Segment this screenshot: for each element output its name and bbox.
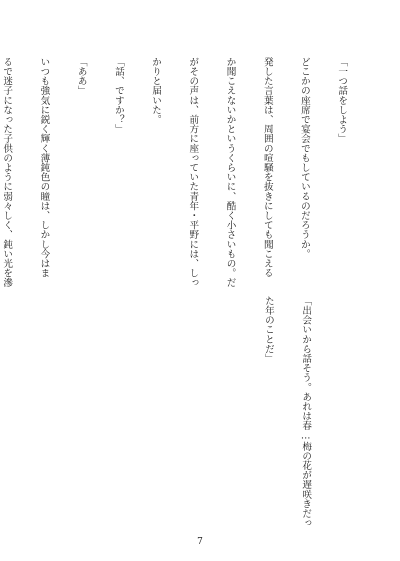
text-line: 発した言葉は、周囲の喧騒を抜きにしても聞こえる <box>261 57 273 278</box>
text-line: た年のことだ」 <box>262 296 274 364</box>
page-number: 7 <box>197 537 203 547</box>
continuation-text-block <box>237 296 336 528</box>
text-line: 「ああ」 <box>75 57 87 96</box>
text-line: かりと届いた。 <box>150 57 162 125</box>
text-line: 「出会いから話そう。あれは春…梅の花が遅咲きだっ <box>300 296 312 528</box>
text-line: 「一つ話をしよう」 <box>336 57 348 144</box>
text-line: いつも強気に鋭く輝く薄鈍色の瞳は、しかし今はま <box>38 57 50 278</box>
text-line: 「話、ですか？」 <box>112 57 124 134</box>
text-line: るで迷子になった子供のように弱々しく、鈍い光を滲 <box>1 57 13 288</box>
text-line: がその声は、前方に座っていた青年・平野には、しっ <box>187 57 199 288</box>
text-line: か聞こえないかというくらいに、酷く小さいもの。だ <box>224 57 236 288</box>
text-line: どこかの座席で宴会でもしているのだろうか。 <box>298 57 310 259</box>
